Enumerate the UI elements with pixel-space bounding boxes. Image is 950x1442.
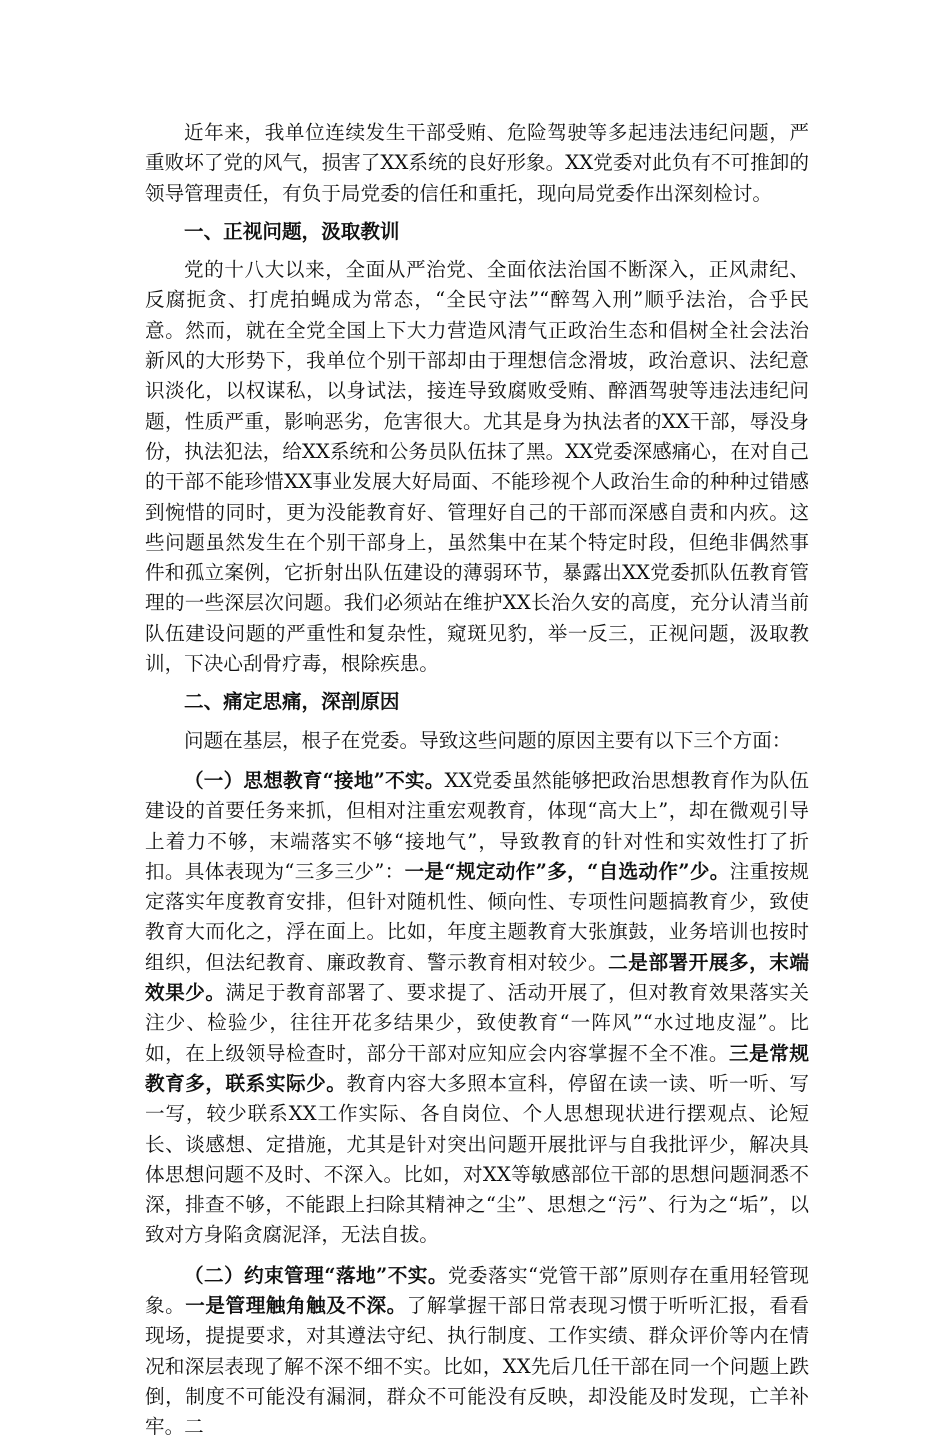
text-run: 注重按规定落实年度教育安排，但针对随机性、倾向性、专项性问题搞教育少，致使教育大而化之，浮在面上。比如，年度主题教育大张旗鼓，业务培训也按时组织，但法纪教育、廉政教育、警示教育相对较少。 bbox=[145, 859, 809, 974]
intro-paragraph: 近年来，我单位连续发生干部受贿、危险驾驶等多起违法违纪问题，严重败坏了党的风气，损害了XX系统的良好形象。XX党委对此负有不可推卸的领导管理责任，有负于局党委的信任和重托，现向局党委作出深刻检讨。 bbox=[145, 121, 809, 205]
point-1-title: 一是“规定动作”多，“自选动作”少。 bbox=[404, 859, 730, 883]
subsection-2-paragraph bbox=[145, 1261, 809, 1442]
text-run: 教育内容大多照本宣科，停留在读一读、听一听、写一写，较少联系XX工作实际、各自岗位、个人思想现状进行摆观点、论短长、谈感想、定措施，尤其是针对突出问题开展批评与自我批评少，解决具体思想问题不及时、不深入。比如，对XX等敏感部位干部的思想问题洞悉不深，排查不够，不能跟上扫除其精神之“尘”、思想之“污”、行为之“垢”，以致对方身陷贪腐泥泽，无法自拔。 bbox=[145, 1071, 810, 1247]
section-1-paragraph: 党的十八大以来，全面从严治党、全面依法治国不断深入，正风肃纪、反腐扼贪、打虎拍蝇成为常态，“全民守法”“醉驾入刑”顺乎法治，合乎民意。然而，就在全党全国上下大力营造风清气正政治生态和倡树全社会法治新风的大形势下，我单位个别干部却由于理想信念滑坡，政治意识、法纪意识淡化，以权谋私，以身试法，接连导致腐败受贿、醉酒驾驶等违法违纪问题，性质严重，影响恶劣，危害很大。尤其是身为执法者的XX干部，辱没身份，执法犯法，给XX系统和公务员队伍抹了黑。XX党委深感痛心，在对自己的干部不能珍惜XX事业发展大好局面、不能珍视个人政治生命的种种过错感到惋惜的同时，更为没能教育好、管理好自己的干部而深感自责和内疚。这些问题虽然发生在个别干部身上，虽然集中在某个特定时段，但绝非偶然事件和孤立案例，它折射出队伍建设的薄弱环节，暴露出XX党委抓队伍教育管理的一些深层次问题。我们必须站在维护XX长治久安的高度，充分认清当前队伍建设问题的严重性和复杂性，窥斑见豹，举一反三，正视问题，汲取教训，下决心刮骨疗毒，根除疾患。 bbox=[145, 258, 809, 676]
point-1-title: 一是管理触角触及不深。 bbox=[185, 1293, 407, 1317]
section-heading-1: 一、正视问题，汲取教训 bbox=[184, 219, 400, 243]
text-run: 满足于教育部署了、要求提了、活动开展了，但对教育效果落实关注少、检验少，往往开花多结果少，致使教育“一阵风”“水过地皮湿”。比如，在上级领导检查时，部分干部对应知应会内容掌握不全不准。 bbox=[145, 981, 810, 1065]
text-run: 了解掌握干部日常表现习惯于听听汇报，看看现场，提提要求，对其遵法守纪、执行制度、工作实绩、群众评价等内在情况和深层表现了解不深不细不实。比如，XX先后几任干部在同一个问题上跌倒，制度不可能没有漏洞，群众不可能没有反映，却没能及时发现，亡羊补牢。二 bbox=[145, 1293, 810, 1439]
section-heading-2: 二、痛定思痛，深剖原因 bbox=[184, 690, 400, 714]
text-run: 党委落实“党管干部”原则存在重用轻管现象。 bbox=[145, 1263, 809, 1317]
point-3-title: 三是常规教育多，联系实际少。 bbox=[145, 1041, 810, 1095]
document-page bbox=[145, 118, 809, 1442]
text-run: XX党委虽然能够把政治思想教育作为队伍建设的首要任务来抓，但相对注重宏观教育，体现“高大上”，却在微观引导上着力不够，末端落实不够“接地气”，导致教育的针对性和实效性打了折扣。具体表现为“三多三少”： bbox=[145, 768, 809, 883]
point-2-title: 二是部署开展多，末端效果少。 bbox=[145, 950, 810, 1005]
subsection-1-title: （一）思想教育“接地”不实。 bbox=[184, 768, 445, 792]
subsection-2-title: （二）约束管理“落地”不实。 bbox=[184, 1263, 448, 1287]
section-2-lead: 问题在基层，根子在党委。导致这些问题的原因主要有以下三个方面： bbox=[184, 728, 792, 752]
subsection-1-paragraph bbox=[145, 766, 809, 1251]
